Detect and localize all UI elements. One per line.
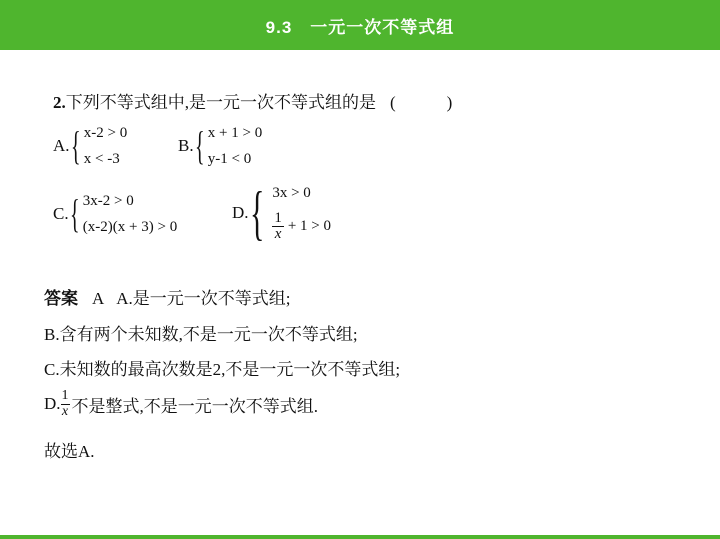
answer-line-4-rest: 不是整式,不是一元一次不等式组. bbox=[71, 396, 319, 416]
option-a-system bbox=[84, 120, 127, 172]
brace-icon: { bbox=[70, 123, 81, 168]
answer-line-4 bbox=[44, 389, 318, 419]
option-d-line-2 bbox=[272, 206, 331, 246]
fraction bbox=[61, 389, 70, 419]
fraction-denominator: x bbox=[61, 403, 69, 419]
option-b-system bbox=[208, 120, 262, 172]
answer-letter: A bbox=[92, 289, 105, 308]
question-number: 2. bbox=[53, 93, 66, 112]
option-d-line-1: 3x > 0 bbox=[272, 185, 311, 201]
brace-icon: { bbox=[249, 180, 264, 246]
brace-icon: { bbox=[69, 191, 80, 236]
page-title: 9.3 一元一次不等式组 bbox=[265, 17, 455, 37]
option-a-line-2: x < -3 bbox=[83, 151, 120, 167]
option-c-line-1: 3x-2 > 0 bbox=[82, 193, 134, 209]
option-b-line-1: x + 1 > 0 bbox=[207, 125, 263, 141]
option-b-label: B. bbox=[178, 136, 194, 155]
option-d-system bbox=[272, 180, 331, 246]
answer-explanation-a: A.是一元一次不等式组; bbox=[116, 289, 291, 308]
option-a-line-1: x-2 > 0 bbox=[83, 125, 128, 141]
option-a-label: A. bbox=[53, 136, 70, 155]
question bbox=[53, 88, 452, 113]
option-c-label: C. bbox=[53, 204, 69, 223]
answer-line-4-prefix: D. bbox=[44, 394, 61, 414]
option-c-line-2: (x-2)(x + 3) > 0 bbox=[82, 219, 178, 235]
option-d-line-2-rest: + 1 > 0 bbox=[287, 218, 332, 234]
brace-icon: { bbox=[194, 123, 205, 168]
option-b bbox=[178, 120, 262, 172]
question-text: 下列不等式组中,是一元一次不等式组的是 bbox=[65, 93, 376, 112]
option-a bbox=[53, 120, 127, 172]
fraction-numerator: 1 bbox=[274, 210, 282, 227]
answer-tag: 答案 bbox=[44, 289, 78, 309]
answer-line-5: 故选A. bbox=[44, 442, 95, 461]
header-bar bbox=[0, 0, 720, 50]
option-c bbox=[53, 188, 177, 240]
answer-line-2: B.含有两个未知数,不是一元一次不等式组; bbox=[44, 325, 358, 344]
footer-bar bbox=[0, 535, 720, 539]
fraction-numerator: 1 bbox=[61, 388, 69, 403]
fraction bbox=[272, 211, 284, 242]
option-b-line-2: y-1 < 0 bbox=[207, 151, 252, 167]
answer-line-3: C.未知数的最高次数是2,不是一元一次不等式组; bbox=[44, 360, 401, 379]
option-c-system bbox=[83, 188, 177, 240]
answer-blank: ( ) bbox=[390, 93, 453, 112]
option-d-label: D. bbox=[232, 203, 249, 222]
option-d bbox=[232, 180, 331, 246]
fraction-denominator: x bbox=[274, 226, 282, 243]
answer-line-1 bbox=[44, 284, 291, 309]
